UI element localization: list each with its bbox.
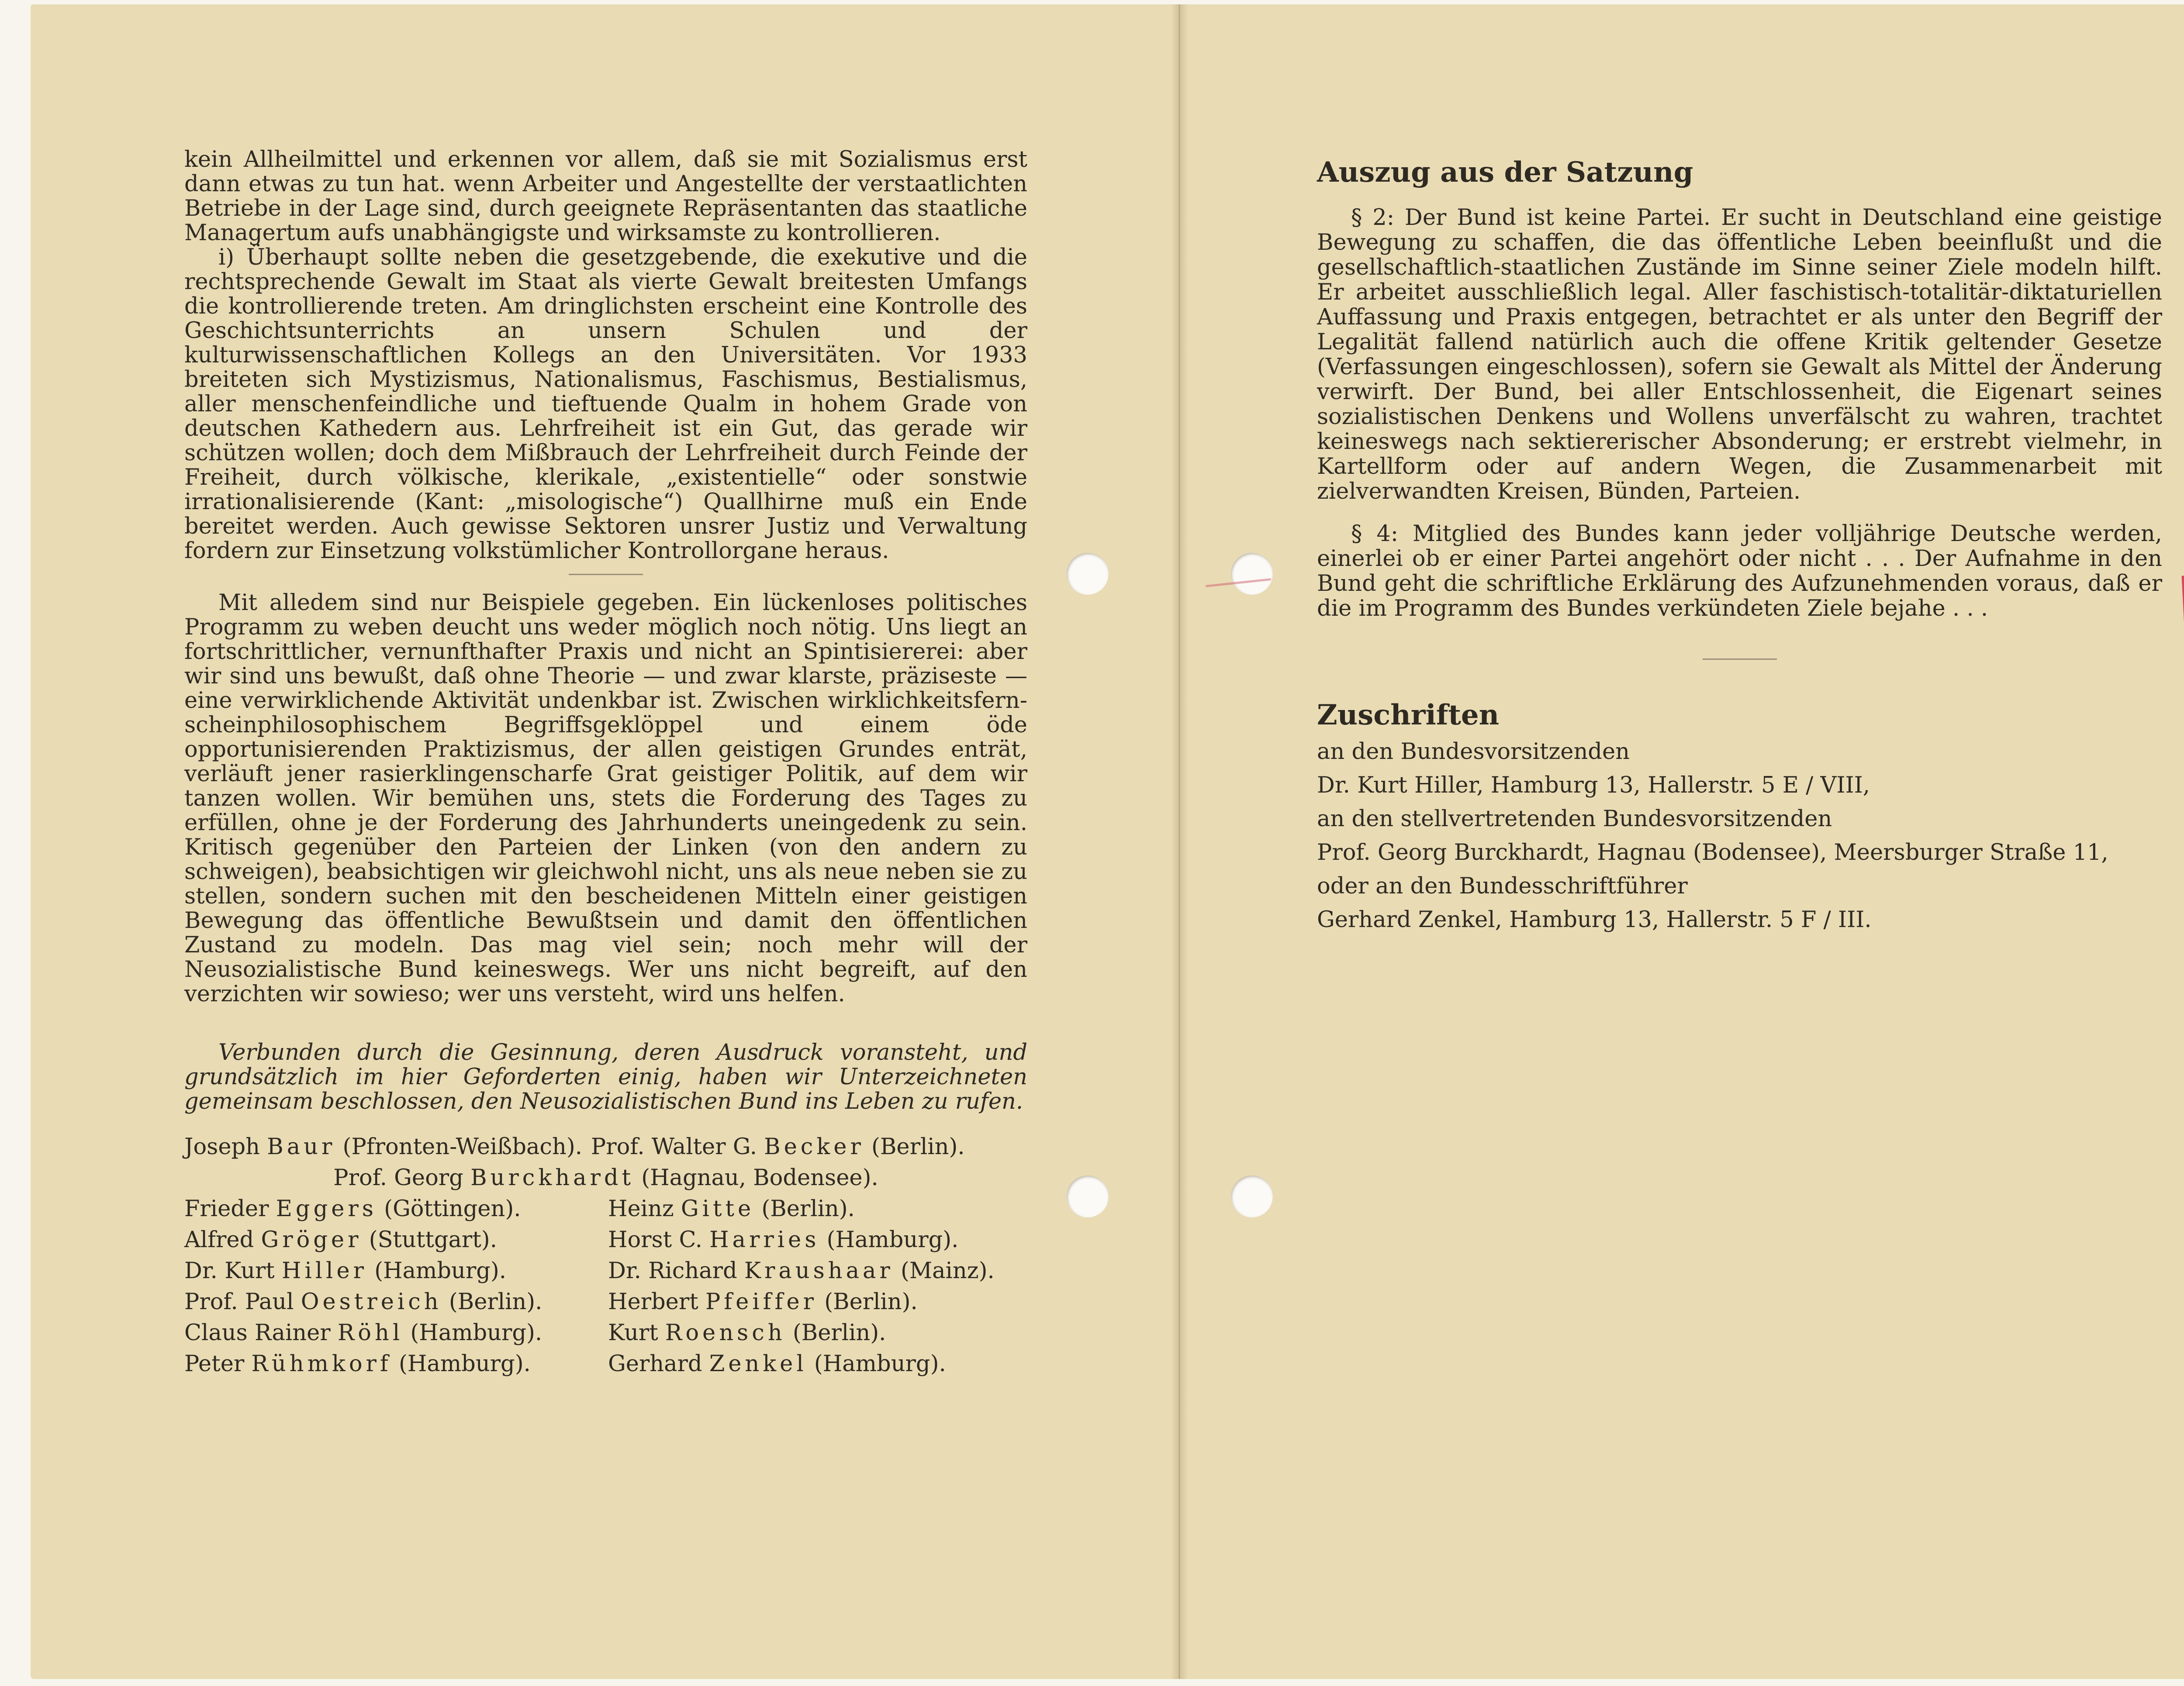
signatory-grid — [184, 1193, 1027, 1379]
signatory: Prof. Walter G. Becker (Berlin). — [591, 1134, 965, 1160]
address-name: Prof. Georg Burckhardt, Hagnau (Bodensee), Meersburger Straße 11, — [1317, 840, 2108, 865]
signatory: Frieder Eggers (Göttingen). — [184, 1196, 521, 1222]
signatory: Alfred Gröger (Stuttgart). — [184, 1227, 497, 1253]
signatory: Kurt Roensch (Berlin). — [608, 1320, 886, 1346]
address-name: Dr. Kurt Hiller, Hamburg 13, Hallerstr. 5 E / VIII, — [1317, 772, 1870, 798]
signatory: Gerhard Zenkel (Hamburg). — [608, 1351, 946, 1377]
signatory: Horst C. Harries (Hamburg). — [608, 1227, 959, 1253]
signatory: Prof. Paul Oestreich (Berlin). — [184, 1289, 543, 1315]
punch-hole — [1067, 1176, 1109, 1217]
section-divider — [569, 574, 643, 575]
punch-hole — [1231, 1176, 1273, 1217]
signatory: Herbert Pfeiffer (Berlin). — [608, 1289, 918, 1315]
paragraph-continuation: kein Allheilmittel und erkennen vor allem, daß sie mit Sozialismus erst dann etwas zu tun hat. wenn Arbeiter und Angestellte der verstaatlichten Betriebe in der Lage sind, durch geeignete Repräsentanten das staatliche Managertum aufs unabhängigste und wirksamste zu kontrollieren. — [184, 147, 1027, 246]
paragraph-i: i) Überhaupt sollte neben die gesetzgebende, die exekutive und die rechtsprechende Gewalt im Staat als vierte Gewalt breitesten Umfangs die kontrollierende treten. Am dringlichsten erscheint eine Kontrolle des Geschichtsunterrichts an unsern Schulen und der kulturwissenschaftlichen Kollegs an den Universitäten. Vor 1933 breiteten sich Mystizismus, Nationalismus, Faschismus, Bestialismus, aller menschenfeindliche und tieftuende Qualm in hohem Grade von deutschen Kathedern aus. Lehrfreiheit ist ein Gut, das gerade wir schützen wollen; doch dem Mißbrauch der Lehrfreiheit durch Feinde der Freiheit, durch völkische, klerikale, „existentielle“ oder sonstwie irrationalisierende (Kant: „misologische“) Quallhirne muß ein Ende bereitet werden. Auch gewisse Sektoren unsrer Justiz und Verwaltung fordern zur Einsetzung volkstümlicher Kontrollorgane heraus. — [184, 245, 1027, 564]
signatory: Heinz Gitte (Berlin). — [608, 1196, 855, 1222]
address-list — [1317, 735, 2162, 937]
address-label: an den stellvertretenden Bundesvorsitzenden — [1317, 806, 1832, 832]
statute-paragraph-4: § 4: Mitglied des Bundes kann jeder volljährige Deutsche werden, einerlei ob er einer Partei angehört oder nicht . . . Der Aufnahme in den Bund geht die schriftliche Erklärung des Aufzunehmenden voraus, daß er die im Programm des Bundes verkündeten Ziele bejahe . . . — [1317, 521, 2162, 621]
address-label: an den Bundesvorsitzenden — [1317, 739, 1630, 765]
address-label: oder an den Bundesschriftführer — [1317, 873, 1688, 899]
left-text-column — [184, 148, 1027, 1379]
section-divider — [1703, 659, 1777, 660]
punch-hole — [1067, 553, 1109, 595]
closing-statement: Verbunden durch die Gesinnung, deren Ausdruck voransteht, und grundsätzlich im hier Geforderten einig, haben wir Unterzeichneten gemeinsam beschlossen, den Neusozialistischen Bund ins Leben zu rufen. — [184, 1040, 1027, 1114]
signatory-row — [184, 1131, 1027, 1162]
paragraph-summary: Mit alledem sind nur Beispiele gegeben. Ein lückenloses politisches Programm zu weben deucht uns weder möglich noch nötig. Uns liegt an fortschrittlicher, vernunfthafter Praxis und nicht an Spintisiererei: aber wir sind uns bewußt, daß ohne Theorie — und zwar klarste, präziseste — eine verwirklichende Aktivität undenkbar ist. Zwischen wirklichkeitsfern-scheinphilosophischem Begriffsgeklöppel und einem öde opportunisierenden Praktizismus, der allen geistigen Grundes enträt, verläuft jener rasierklingenscharfe Grat geistiger Politik, auf dem wir tanzen wollen. Wir bemühen uns, stets die Forderung des Tages zu erfüllen, ohne je der Forderung des Jahrhunderts uneingedenk zu sein. Kritisch gegenüber den Parteien der Linken (von den andern zu schweigen), beabsichtigen wir gleichwohl nicht, uns als neue neben sie zu stellen, sondern suchen mit den bescheidenen Mitteln einer geistigen Bewegung das öffentliche Bewußtsein und damit den öffentlichen Zustand zu modeln. Das mag viel sein; noch mehr will der Neusozialistische Bund keineswegs. Wer uns nicht begreift, auf den verzichten wir sowieso; wer uns versteht, wird uns helfen. — [184, 590, 1027, 1007]
heading-satzung: Auszug aus der Satzung — [1317, 156, 1693, 189]
signatories — [184, 1131, 1027, 1379]
signatory: Joseph Baur (Pfronten-Weißbach). — [184, 1134, 582, 1160]
center-fold — [1171, 4, 1188, 1679]
punch-hole — [1231, 553, 1273, 595]
signatory: Dr. Kurt Hiller (Hamburg). — [184, 1258, 506, 1284]
address-name: Gerhard Zenkel, Hamburg 13, Hallerstr. 5 F / III. — [1317, 907, 1872, 933]
signatory: Claus Rainer Röhl (Hamburg). — [184, 1320, 543, 1346]
signatory: Peter Rühmkorf (Hamburg). — [184, 1351, 531, 1377]
signatory: Dr. Richard Kraushaar (Mainz). — [608, 1258, 995, 1284]
statute-paragraph-2: § 2: Der Bund ist keine Partei. Er sucht in Deutschland eine geistige Bewegung zu schaffen, die das öffentliche Leben beeinflußt und die gesellschaftlich-staatlichen Zustände im Sinne seiner Ziele modeln hilft. Er arbeitet ausschließlich legal. Aller faschistisch-totalitär-diktaturiellen Auffassung und Praxis entgegen, betrachtet er als unter den Begriff der Legalität fallend natürlich auch die offene Kritik geltender Gesetze (Verfassungen eingeschlossen), sofern sie Gewalt als Mittel der Änderung verwirft. Der Bund, bei aller Entschlossenheit, die Eigenart seines sozialistischen Denkens und Wollens unverfälscht zu wahren, trachtet keineswegs nach sektiererischer Absonderung; er erstrebt vielmehr, in Kartellform oder auf andern Wegen, die Zusammenarbeit mit zielverwandten Kreisen, Bünden, Parteien. — [1317, 205, 2162, 504]
heading-zuschriften: Zuschriften — [1317, 699, 1500, 731]
right-text-column — [1317, 157, 2162, 937]
signatory: Prof. Georg Burckhardt (Hagnau, Bodensee). — [333, 1165, 878, 1191]
